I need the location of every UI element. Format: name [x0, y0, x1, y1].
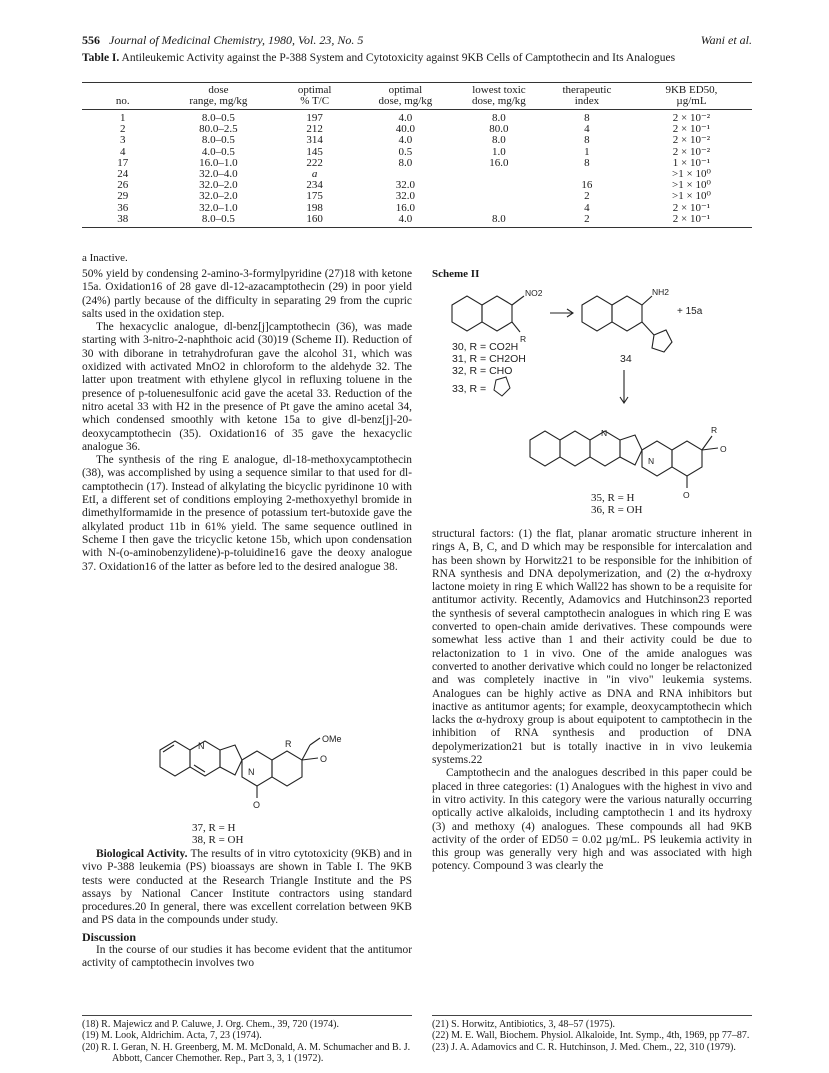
scheme-ii-diagram	[432, 280, 752, 510]
n-label: N	[198, 741, 205, 751]
table-cell: 8.0–0.5	[201, 112, 235, 124]
table-cell	[455, 180, 543, 191]
table-cell: 8.0	[492, 112, 506, 124]
table-row	[82, 191, 752, 202]
reference-item: (21) S. Horwitz, Antibiotics, 3, 48–57 (1975).	[432, 1019, 616, 1030]
paragraph: In the course of our studies it has become evident that the antitumor activity of camptothecin involves two	[82, 944, 412, 970]
table-cell: 2	[119, 123, 126, 136]
dioxolane-icon	[494, 377, 510, 396]
page-header	[82, 33, 752, 48]
footnote-rule	[82, 1015, 412, 1016]
left-column-top	[82, 268, 412, 574]
table-cell: 80.0	[489, 123, 509, 136]
svg-text:30, R = CO2H: 30, R = CO2H	[452, 341, 519, 353]
table-cell: 36	[117, 201, 129, 214]
paragraph: structural factors: (1) the flat, planar aromatic structure inherent in rings A, B, C, and D which may be responsible for intercalation and has been shown by Horwitz21 to be responsible for the inhibition of RNA synthesis and DNA depolymerization, and (2) the α-hydroxy lactone moiety in ring E which Wall22 has shown to be a requisite for antitumor activity. Recently, Adamovics and Hutchinson23 reported the synthesis of several camptothecin analogues in which ring E was converted to open-chain amide derivatives. These compounds were somewhat less active than 1 and their activity could be due to relactonization to 1 in vivo. One of the amide analogues was converted to another derivative which could no longer be relactonized and was completely inactive in "in vivo" leukemia systems. Analogues can be highly active as DNA and RNA inhibitors but inactive as antitumor agents; for example, deoxycamptothecin which lacks the α-hydroxy group is about equipotent to camptothecin in the inhibition of RNA synthesis and production of DNA depolymerization21 but is totally inactive in in vivo leukemia systems.22	[432, 528, 752, 767]
table-cell: 2	[584, 190, 590, 203]
table-cell: 4.0–0.5	[201, 145, 235, 158]
paragraph: The results of in vitro cytotoxicity (9KB) and in vivo P-388 leukemia (PS) bioassays are shown in Table I. The 9KB tests were conducted at the Research Triangle Institute and the PS assays by National Cancer Institute contractors using standard procedures.20 In general, there was excellent correlation between 9KB and PS data in the compounds under study.	[82, 848, 412, 927]
left-column-bottom	[82, 848, 412, 971]
table-cell: 2 × 10⁻¹	[631, 214, 752, 228]
table-cell	[455, 169, 543, 180]
table-cell: 38	[82, 214, 163, 228]
table-cell: a	[311, 168, 318, 181]
references-left	[82, 1019, 412, 1065]
table-cell	[455, 191, 543, 202]
table-cell: 2 × 10⁻¹	[672, 201, 711, 214]
table-cell: 1.0	[492, 145, 506, 158]
paragraph: The synthesis of the ring E analogue, dl-18-methoxycamptothecin (38), was accomplished by using a sequence similar to that used for dl-camptothecin (17). Instead of alkylating the bicyclic pyridinone 10 with EtI, a different set of conditions employing 2-methoxyethyl bromide in dimethylformamide in the presence of potassium tert-butoxide gave the alkylated product 11b in 61% yield. The same sequence outlined in Scheme I then gave the tricyclic ketone 15b, which upon condensation with N-(o-aminobenzylidene)-p-toluidine16 gave the deoxy analogue 37. Oxidation16 of the latter as before led to the desired analogue 38.	[82, 454, 412, 573]
o-label: O	[683, 490, 690, 500]
table-cell: 234	[306, 179, 323, 192]
table-cell: 198	[306, 201, 323, 214]
table-cell: 8.0	[492, 134, 506, 147]
discussion-heading: Discussion	[82, 929, 137, 944]
table-row	[82, 135, 752, 146]
table-cell: 0.5	[398, 145, 413, 158]
table-cell: 145	[306, 145, 323, 158]
table-cell: 4	[119, 145, 126, 158]
table-cell: 8.0–0.5	[163, 214, 273, 228]
compound-labels	[452, 341, 632, 395]
n-label: N	[648, 456, 655, 466]
table-cell: 24	[117, 168, 129, 181]
reference-item: (23) J. A. Adamovics and C. R. Hutchinson, J. Med. Chem., 22, 310 (1979).	[432, 1041, 736, 1053]
table-label: Table I.	[82, 52, 120, 64]
structure-37-caption: 37, R = H 38, R = OH	[192, 822, 244, 846]
structure-37-38	[150, 680, 370, 820]
svg-text:31, R = CH2OH: 31, R = CH2OH	[452, 353, 526, 365]
table-row	[82, 158, 752, 169]
svg-text:32, R = CHO: 32, R = CHO	[452, 365, 513, 377]
references-right	[432, 1019, 752, 1053]
table-cell: 2 × 10⁻²	[672, 145, 711, 158]
table-caption	[82, 52, 752, 64]
table-cell: 175	[306, 190, 323, 203]
naphthalene-amino	[582, 296, 672, 352]
scheme-title: Scheme II	[432, 268, 480, 280]
table-cell: 2 × 10⁻²	[672, 112, 711, 124]
table-cell: 40.0	[395, 123, 416, 136]
o-label: O	[720, 444, 727, 454]
table-cell: 2 × 10⁻¹	[672, 123, 711, 136]
col-header-therapeutic-index: therapeutic index	[543, 83, 631, 110]
reference-item: (20) R. I. Geran, N. H. Greenberg, M. M. McDonald, A. M. Schumacher and B. J. Abbott, Cancer Chemother. Rep., Part 3, 3, 1 (1972).	[82, 1041, 411, 1065]
table-cell: 32.0–4.0	[199, 168, 238, 181]
arrow-right	[550, 309, 573, 317]
paragraph: The hexacyclic analogue, dl-benz[j]camptothecin (36), was made starting with 3-nitro-2-naphthoic acid (30)19 (Scheme II). Reduction of 30 with diborane in tetrahydrofuran gave the alcohol 31, which was oxidized with activated MnO2 in chloroform to the aldehyde 32. The latter upon treatment with ethylene glycol in refluxing toluene in the presence of p-toluenesulfonic acid gave the acetal 33. Reduction of the nitro acetal 33 with H2 in the presence of Pt gave the amino acetal 34, which condensed smoothly with ketone 15a to give dl-benz[j]-20-deoxycamptothecin (35). Oxidation16 of 35 gave the hexacyclic analogue 36.	[82, 321, 412, 453]
structure-37-rings	[160, 738, 320, 798]
col-header-optimal-dose: optimal dose, mg/kg	[356, 83, 455, 110]
page-number: 556	[82, 33, 100, 47]
table-cell: 16	[581, 179, 593, 192]
table-cell: 314	[306, 134, 323, 147]
r-label: R	[711, 425, 718, 435]
table-cell: 197	[306, 112, 323, 124]
nh2-label: NH2	[652, 287, 670, 297]
table-cell: 212	[306, 123, 323, 136]
table-row	[82, 203, 752, 214]
journal-citation: Journal of Medicinal Chemistry, 1980, Vol. 23, No. 5	[109, 33, 364, 47]
table-cell: 4	[584, 201, 590, 214]
table-cell: 1	[584, 145, 590, 158]
table-caption-text: Antileukemic Activity against the P-388 System and Cytotoxicity against 9KB Cells of Camptothecin and Its Analogues	[121, 52, 676, 64]
col-header-9kb: 9KB ED50, µg/mL	[631, 83, 752, 110]
r-label: R	[285, 739, 292, 749]
table-cell: 4.0	[356, 214, 455, 228]
table-cell: 80.0–2.5	[199, 123, 238, 136]
plus-15a-label: + 15a	[677, 306, 703, 317]
scheme-product-labels: 35, R = H 36, R = OH	[591, 492, 643, 516]
table-cell: 1 × 10⁻¹	[672, 156, 711, 169]
table-cell: 4.0	[398, 134, 413, 147]
naphthalene-nitro	[452, 296, 524, 332]
table-row	[82, 110, 752, 125]
svg-text:33, R =: 33, R =	[452, 383, 487, 395]
table-row	[82, 147, 752, 158]
footnote-rule	[432, 1015, 752, 1016]
table-cell: 8.0–0.5	[201, 134, 235, 147]
table-cell: >1 × 10⁰	[672, 179, 711, 192]
table-row	[82, 124, 752, 135]
reference-item: (19) M. Look, Aldrichim. Acta, 7, 23 (1974).	[82, 1030, 262, 1042]
biological-activity-heading: Biological Activity.	[96, 848, 188, 860]
table-cell: 17	[117, 156, 129, 169]
col-header-dose-range: dose range, mg/kg	[163, 83, 273, 110]
table-footnote: a Inactive.	[82, 252, 128, 264]
table-cell: 32.0–2.0	[199, 190, 238, 203]
r-label: R	[520, 334, 527, 344]
table-cell: 8.0	[398, 156, 413, 169]
table-cell: >1 × 10⁰	[672, 190, 711, 203]
o-label: O	[253, 800, 261, 810]
ome-label: OMe	[322, 734, 342, 744]
table-row	[82, 169, 752, 180]
table-header-row	[82, 83, 752, 110]
table-cell: 8.0	[455, 214, 543, 228]
arrow-down	[620, 370, 628, 403]
table-row	[82, 214, 752, 228]
table-cell: 4.0	[398, 112, 413, 124]
reference-item: (22) M. E. Wall, Biochem. Physiol. Alkaloide, Int. Symp., 4th, 1969, pp 77–87.	[432, 1030, 750, 1042]
table-cell: 222	[306, 156, 323, 169]
running-authors: Wani et al.	[700, 33, 752, 47]
hexacyclic-structure	[530, 431, 718, 488]
table-cell: >1 × 10⁰	[672, 168, 711, 181]
o-label: O	[320, 754, 328, 764]
activity-table	[82, 82, 752, 228]
table-cell: 26	[117, 179, 129, 192]
table-cell: 16.0–1.0	[199, 156, 238, 169]
right-column-text	[432, 528, 752, 874]
table-cell: 16.0	[395, 201, 416, 214]
paragraph: Camptothecin and the analogues described in this paper could be placed in three categories: (1) Analogues with the highest in vivo and in vitro activity. In this category were the various naturally occurring optically active alkaloids, including camptothecin 1 and its hydroxy (3) and methoxy (4) analogues. These compounds all had 9KB activity of the order of ED50 = 0.02 µg/mL. PS leukemia activity in this group was generally very high and was associated with high potency. Compound 3 was clearly the	[432, 767, 752, 873]
table-cell: 32.0	[395, 190, 416, 203]
table-cell: 16.0	[489, 156, 509, 169]
table-cell: 8	[584, 156, 590, 169]
table-cell: 3	[119, 134, 126, 147]
table-cell: 8	[584, 112, 590, 124]
table-cell: 32.0–2.0	[199, 179, 238, 192]
col-header-no: no.	[82, 83, 163, 110]
col-header-tc: optimal % T/C	[273, 83, 356, 110]
table-cell: 32.0–1.0	[199, 201, 238, 214]
table-cell: 29	[117, 190, 129, 203]
svg-text:34: 34	[620, 353, 632, 365]
table-cell: 1	[119, 112, 126, 124]
table-cell: 2 × 10⁻²	[672, 134, 711, 147]
table-cell: 4	[584, 123, 590, 136]
table-cell: 32.0	[395, 179, 416, 192]
n-label: N	[601, 428, 608, 438]
no2-label: NO2	[525, 288, 543, 298]
table-cell: 160	[273, 214, 356, 228]
table-cell: 8	[584, 134, 590, 147]
col-header-lowest-toxic: lowest toxic dose, mg/kg	[455, 83, 543, 110]
table-row	[82, 180, 752, 191]
paragraph: 50% yield by condensing 2-amino-3-formylpyridine (27)18 with ketone 15a. Oxidation16 of 28 gave dl-12-azacamptothecin (29) in poor yield (24%) partly because of the difficulty in separating 29 from the cupric salts used in the oxidation step.	[82, 268, 412, 320]
reference-item: (18) R. Majewicz and P. Caluwe, J. Org. Chem., 39, 720 (1974).	[82, 1019, 340, 1030]
table-cell: 2	[543, 214, 631, 228]
n-label: N	[248, 767, 255, 777]
